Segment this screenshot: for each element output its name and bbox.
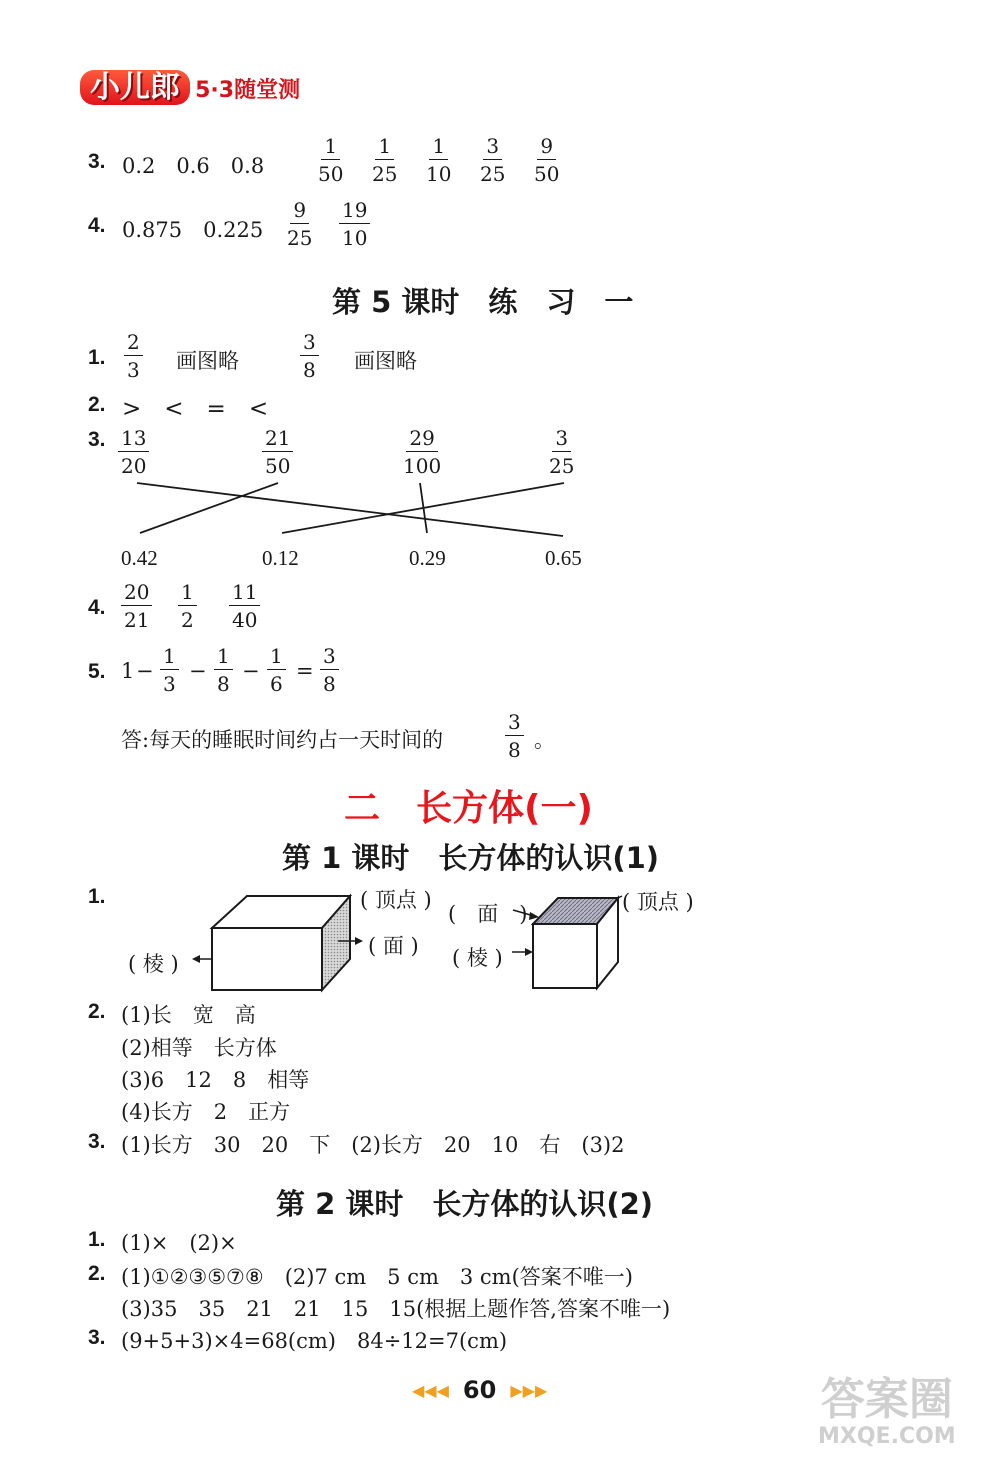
q-number: 3. xyxy=(88,150,106,173)
fraction: $\frac{20}{21}$ xyxy=(121,582,152,630)
q-number: 3. xyxy=(88,428,106,451)
decimal-option: 0.42 xyxy=(121,546,158,570)
fraction: $\frac{3}{8}$ xyxy=(505,712,524,760)
fraction: $\frac{3}{25}$ xyxy=(480,134,506,186)
fraction: $\frac{3}{8}$ xyxy=(300,332,319,380)
answer-text: 画图略 xyxy=(354,349,417,373)
arrowhead xyxy=(525,948,533,956)
answer-line: (2)相等 长方体 xyxy=(121,1036,277,1060)
decimal-answers: 0.875 0.225 xyxy=(122,218,264,242)
decimal-answers: 0.2 0.6 0.8 xyxy=(122,154,265,178)
arrowhead xyxy=(192,955,200,963)
series-title: 5·3随堂测 xyxy=(195,78,301,103)
label-edge: ( 棱 ) xyxy=(452,946,503,970)
answer-line: (9+5+3)×4=68(cm) 84÷12=7(cm) xyxy=(121,1329,508,1353)
fraction: $\frac{3}{8}$ xyxy=(320,646,339,694)
answer-line: (1)× (2)× xyxy=(121,1231,237,1255)
fraction: $\frac{1}{25}$ xyxy=(372,134,398,186)
fraction: $\frac{9}{25}$ xyxy=(287,198,313,250)
label-vertex: ( 顶点 ) xyxy=(622,890,694,914)
cuboid-front xyxy=(212,928,322,990)
fraction: $\frac{13}{20}$ xyxy=(118,428,149,476)
q-number: 1. xyxy=(88,1228,106,1251)
fraction: $\frac{11}{40}$ xyxy=(229,582,260,630)
answer-line: (3)35 35 21 21 15 15(根据上题作答,答案不唯一) xyxy=(121,1297,671,1321)
lesson-title: 第 2 课时 长方体的认识(2) xyxy=(276,1187,654,1221)
answer-line: (1)长方 30 20 下 (2)长方 20 10 右 (3)2 xyxy=(121,1133,625,1157)
label-face: ( 面 ) xyxy=(368,934,419,958)
decimal-option: 0.12 xyxy=(262,546,299,570)
fraction: $\frac{1}{8}$ xyxy=(214,646,233,694)
q-number: 4. xyxy=(88,214,106,237)
page-number: 60 xyxy=(462,1376,497,1404)
brand-logo: 小儿郎 xyxy=(80,70,190,105)
answer-line: (1)①②③⑤⑦⑧ (2)7 cm 5 cm 3 cm(答案不唯一) xyxy=(121,1265,633,1289)
q-number: 2. xyxy=(88,393,106,416)
fraction: $\frac{1}{50}$ xyxy=(318,134,344,186)
minus-sign: − xyxy=(242,659,260,683)
watermark-logo: 答案圈 xyxy=(820,1374,953,1425)
lesson-title: 第 1 课时 长方体的认识(1) xyxy=(282,841,660,875)
q-number: 5. xyxy=(88,660,106,683)
fraction: $\frac{29}{100}$ xyxy=(403,426,442,478)
minus-sign: − xyxy=(189,659,207,683)
watermark xyxy=(818,1376,956,1450)
right-arrows-icon: ▶▶▶ xyxy=(510,1380,548,1400)
minus-sign: − xyxy=(136,659,154,683)
answer-period: 。 xyxy=(534,728,555,752)
answer-line: (4)长方 2 正方 xyxy=(121,1100,291,1124)
fraction: $\frac{21}{50}$ xyxy=(262,428,293,476)
fraction: $\frac{9}{50}$ xyxy=(534,134,560,186)
answer-text: 画图略 xyxy=(176,349,239,373)
q-number: 2. xyxy=(88,1000,106,1023)
q-number: 3. xyxy=(88,1326,106,1349)
q-number: 4. xyxy=(88,596,106,619)
fraction: $\frac{1}{3}$ xyxy=(160,646,179,694)
fraction: $\frac{1}{6}$ xyxy=(267,646,286,694)
lesson-title: 第 5 课时 练 习 一 xyxy=(332,285,634,319)
q-number: 2. xyxy=(88,1262,106,1285)
equals-sign: = xyxy=(296,659,314,683)
q-number: 1. xyxy=(88,346,106,369)
left-arrows-icon: ◀◀◀ xyxy=(412,1380,449,1400)
watermark-url: MXQE.COM xyxy=(818,1424,956,1449)
fraction: $\frac{1}{2}$ xyxy=(178,582,197,630)
comparison-signs: > < = < xyxy=(122,396,269,422)
cube-front xyxy=(533,924,597,988)
label-vertex: ( 顶点 ) xyxy=(360,888,432,912)
fraction: $\frac{19}{10}$ xyxy=(339,200,370,248)
q-number: 1. xyxy=(88,885,106,908)
page-footer xyxy=(412,1376,547,1404)
decimal-option: 0.65 xyxy=(545,546,582,570)
unit-title: 二 长方体(一) xyxy=(344,788,593,829)
answer-line: (3)6 12 8 相等 xyxy=(121,1068,310,1092)
q-number: 3. xyxy=(88,1130,106,1153)
equation-one: 1 xyxy=(121,659,135,683)
fraction: $\frac{3}{25}$ xyxy=(549,426,575,478)
fraction: $\frac{1}{10}$ xyxy=(426,134,452,186)
answer-sentence: 答:每天的睡眠时间约占一天时间的 xyxy=(121,728,444,752)
arrowhead xyxy=(355,937,363,945)
label-edge: ( 棱 ) xyxy=(128,952,179,976)
answer-line: (1)长 宽 高 xyxy=(121,1003,256,1027)
decimal-option: 0.29 xyxy=(409,546,446,570)
label-face: ( 面 ) xyxy=(448,902,528,926)
fraction: $\frac{2}{3}$ xyxy=(124,332,143,380)
